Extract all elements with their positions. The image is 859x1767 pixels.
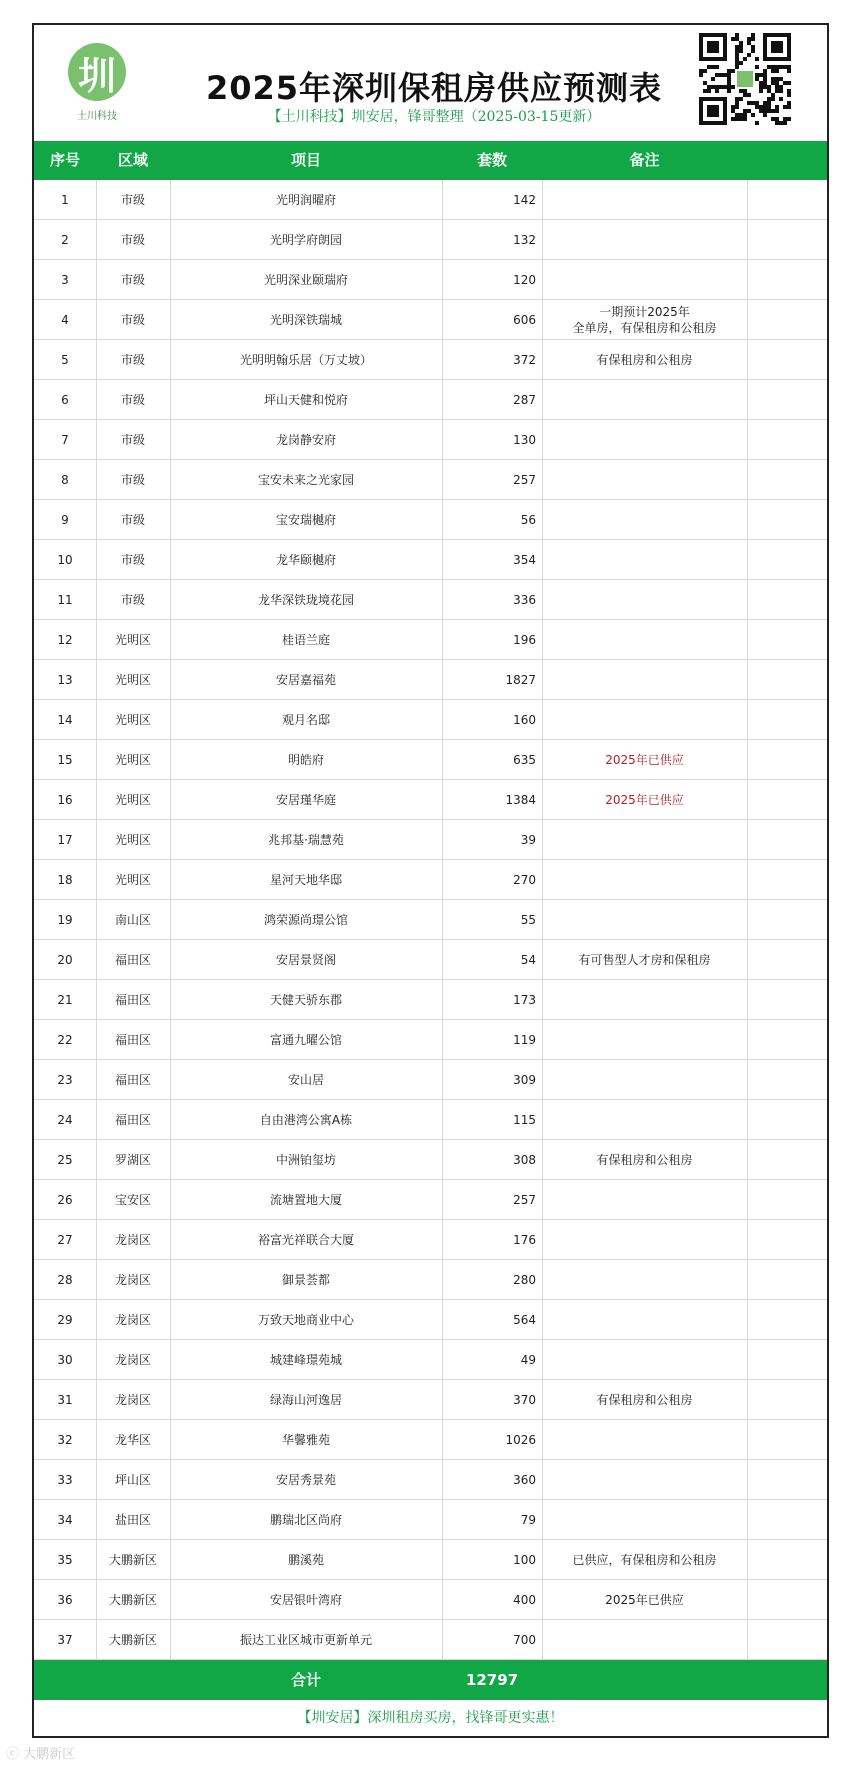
cell-no: 13 [57,672,73,687]
cell-no: 21 [57,992,73,1007]
cell-note [542,1180,747,1219]
cell-area: 市级 [120,472,145,487]
table-row [34,700,827,740]
cell-no: 25 [57,1152,73,1167]
cell-area: 光明区 [114,712,151,727]
cell-area: 坪山区 [114,1472,151,1487]
table-row [34,1580,827,1620]
table-row [34,180,827,220]
cell-note [542,1300,747,1339]
cell-area: 市级 [120,392,145,407]
table-row [34,1060,827,1100]
cell-project: 鹏溪苑 [287,1552,324,1567]
cell-units: 196 [513,632,536,647]
cell-units: 257 [513,1192,536,1207]
cell-project: 流塘置地大厦 [269,1192,342,1207]
cell-note [542,380,747,419]
table-row [34,980,827,1020]
cell-area: 盐田区 [114,1512,151,1527]
cell-note [542,1340,747,1379]
cell-project: 安居嘉福苑 [275,672,336,687]
cell-project: 自由港湾公寓A栋 [259,1112,353,1127]
cell-units: 635 [513,752,536,767]
cell-project: 天健天骄东郡 [269,992,342,1007]
cell-project: 御景荟都 [281,1272,330,1287]
cell-area: 龙岗区 [114,1272,151,1287]
cell-no: 33 [57,1472,73,1487]
cell-area: 福田区 [114,1112,151,1127]
cell-no: 4 [61,312,69,327]
cell-note [542,220,747,259]
cell-units: 606 [513,312,536,327]
cell-area: 市级 [120,512,145,527]
logo-mark: 圳 [68,43,126,101]
cell-units: 142 [513,192,536,207]
table-row [34,500,827,540]
cell-area: 光明区 [114,792,151,807]
cell-units: 309 [513,1072,536,1087]
cell-note [542,1220,747,1259]
cell-project: 观月名邸 [281,712,330,727]
grid-line [442,180,443,1660]
cell-note [542,980,747,1019]
cell-no: 23 [57,1072,73,1087]
table-row [34,540,827,580]
cell-units: 370 [513,1392,536,1407]
grid-line [747,180,748,1660]
cell-note: 2025年已供应 [605,792,684,807]
cell-units: 119 [513,1032,536,1047]
cell-note: 有可售型人才房和保租房 [578,952,711,967]
cell-area: 福田区 [114,952,151,967]
cell-note [542,620,747,659]
cell-project: 宝安瑞樾府 [275,512,336,527]
cell-project: 光明明翰乐居（万丈坡） [239,352,372,367]
cell-note [542,460,747,499]
table-row [34,1300,827,1340]
logo-brand: 土川科技 [77,111,117,122]
cell-note: 2025年已供应 [605,752,684,767]
cell-note: 有保租房和公租房 [596,1152,693,1167]
cell-units: 1026 [505,1432,536,1447]
cell-area: 市级 [120,272,145,287]
cell-project: 安居瑾华庭 [275,792,336,807]
cell-note [542,1420,747,1459]
table-row [34,900,827,940]
cell-area: 福田区 [114,1032,151,1047]
cell-no: 3 [61,272,69,287]
cell-area: 大鹏新区 [108,1632,157,1647]
cell-note: 有保租房和公租房 [596,352,693,367]
cell-no: 28 [57,1272,73,1287]
table-row [34,300,827,340]
cell-note [542,1460,747,1499]
cell-units: 270 [513,872,536,887]
cell-no: 18 [57,872,73,887]
footer-slogan: 【圳安居】深圳租房买房，找锋哥更实惠！ [297,1710,564,1726]
cell-area: 南山区 [114,912,151,927]
cell-no: 2 [61,232,69,247]
cell-project: 中洲铂玺坊 [275,1152,336,1167]
col-header-no: 序号 [49,151,80,169]
cell-project: 鹏瑞北区尚府 [269,1512,342,1527]
table-header [34,141,827,180]
cell-note [542,1020,747,1059]
cell-project: 鸿荣源尚璟公馆 [263,912,348,927]
table-row [34,420,827,460]
table-row [34,1140,827,1180]
cell-no: 10 [57,552,73,567]
table-row [34,1500,827,1540]
cell-units: 360 [513,1472,536,1487]
col-header-project: 项目 [290,151,321,169]
cell-area: 市级 [120,352,145,367]
cell-no: 30 [57,1352,73,1367]
table-row [34,1180,827,1220]
cell-area: 福田区 [114,1072,151,1087]
table-row [34,1460,827,1500]
cell-project: 光明深铁瑞城 [269,312,342,327]
cell-note [542,1500,747,1539]
cell-units: 173 [513,992,536,1007]
cell-note: 一期预计2025年 全单房，有保租房和公租房 [572,304,717,335]
cell-no: 14 [57,712,73,727]
watermark [6,1743,75,1762]
page-subtitle: 【土川科技】圳安居，锋哥整理（2025-03-15更新） [267,109,601,125]
cell-project: 宝安未来之光家园 [257,472,354,487]
cell-area: 光明区 [114,672,151,687]
cell-no: 12 [57,632,73,647]
cell-project: 绿海山河逸居 [269,1392,342,1407]
cell-units: 176 [513,1232,536,1247]
table-row [34,620,827,660]
table-row [34,660,827,700]
cell-no: 5 [61,352,69,367]
table-row [34,1340,827,1380]
col-header-units: 套数 [476,151,507,169]
cell-area: 龙岗区 [114,1312,151,1327]
cell-units: 49 [520,1352,536,1367]
cell-no: 19 [57,912,73,927]
cell-area: 龙华区 [114,1432,151,1447]
cell-no: 29 [57,1312,73,1327]
cell-project: 安山居 [287,1072,324,1087]
cell-project: 坪山天健和悦府 [263,392,348,407]
table-row [34,780,827,820]
cell-note [542,580,747,619]
table-row [34,460,827,500]
cell-project: 城建峰璟苑城 [269,1352,342,1367]
watermark-text: 大鹏新区 [23,1747,76,1762]
cell-project: 万致天地商业中心 [257,1312,354,1327]
cell-units: 280 [513,1272,536,1287]
cell-area: 光明区 [114,752,151,767]
cell-area: 市级 [120,592,145,607]
cell-project: 星河天地华邸 [269,872,342,887]
cell-no: 31 [57,1392,73,1407]
cell-units: 564 [513,1312,536,1327]
cell-project: 富通九曜公馆 [269,1032,342,1047]
cell-project: 安居景贤阁 [275,952,336,967]
cell-no: 15 [57,752,73,767]
cell-project: 光明学府朗园 [269,232,342,247]
cell-project: 龙岗静安府 [275,432,336,447]
cell-no: 9 [61,512,69,527]
cell-note [542,1060,747,1099]
col-header-area: 区域 [117,151,148,169]
cell-units: 160 [513,712,536,727]
table-row [34,1100,827,1140]
cell-project: 明皓府 [287,752,324,767]
cell-area: 市级 [120,192,145,207]
total-label: 合计 [290,1671,321,1689]
cell-note [542,860,747,899]
cell-project: 桂语兰庭 [281,632,330,647]
cell-units: 372 [513,352,536,367]
cell-units: 400 [513,1592,536,1607]
cell-units: 1827 [505,672,536,687]
cell-no: 6 [61,392,69,407]
cell-note [542,500,747,539]
forecast-sheet [32,23,829,1738]
table-row [34,1260,827,1300]
cell-no: 37 [57,1632,73,1647]
cell-no: 7 [61,432,69,447]
cell-note: 有保租房和公租房 [596,1392,693,1407]
cell-units: 132 [513,232,536,247]
cell-area: 福田区 [114,992,151,1007]
cell-units: 55 [520,912,536,927]
cell-note [542,1620,747,1659]
watermark-icon: ⓒ [6,1747,20,1762]
cell-no: 16 [57,792,73,807]
cell-units: 115 [513,1112,536,1127]
cell-area: 龙岗区 [114,1232,151,1247]
table-row [34,860,827,900]
cell-area: 罗湖区 [114,1152,151,1167]
cell-no: 8 [61,472,69,487]
cell-note [542,420,747,459]
cell-no: 32 [57,1432,73,1447]
cell-note [542,820,747,859]
cell-note: 已供应，有保租房和公租房 [572,1552,717,1567]
cell-project: 龙华深铁珑境花园 [257,592,354,607]
cell-units: 257 [513,472,536,487]
cell-project: 安居秀景苑 [275,1472,336,1487]
cell-project: 兆邦基·瑞慧苑 [268,832,344,847]
cell-units: 100 [513,1552,536,1567]
cell-no: 22 [57,1032,73,1047]
cell-note: 2025年已供应 [605,1592,684,1607]
table-row [34,820,827,860]
cell-units: 354 [513,552,536,567]
cell-project: 裕富光祥联合大厦 [257,1232,354,1247]
cell-note [542,180,747,219]
cell-area: 市级 [120,232,145,247]
total-row [34,1660,827,1700]
table-row [34,340,827,380]
cell-units: 1384 [505,792,536,807]
cell-area: 龙岗区 [114,1392,151,1407]
cell-area: 大鹏新区 [108,1552,157,1567]
cell-no: 17 [57,832,73,847]
cell-area: 大鹏新区 [108,1592,157,1607]
cell-project: 光明润曜府 [275,192,336,207]
cell-no: 34 [57,1512,73,1527]
cell-units: 130 [513,432,536,447]
cell-no: 11 [57,592,73,607]
table-row [34,260,827,300]
cell-area: 市级 [120,432,145,447]
table-row [34,1620,827,1660]
table-row [34,1420,827,1460]
cell-no: 24 [57,1112,73,1127]
cell-note [542,540,747,579]
table-row [34,940,827,980]
cell-units: 56 [520,512,536,527]
cell-units: 120 [513,272,536,287]
cell-project: 光明深业颐瑞府 [263,272,348,287]
cell-no: 36 [57,1592,73,1607]
cell-no: 26 [57,1192,73,1207]
table-row [34,580,827,620]
grid-line [170,180,171,1660]
cell-note [542,700,747,739]
table-row [34,1020,827,1060]
sheet-header [34,25,827,141]
cell-note [542,660,747,699]
table-row [34,1540,827,1580]
cell-note [542,1100,747,1139]
cell-no: 27 [57,1232,73,1247]
cell-no: 1 [61,192,69,207]
cell-area: 光明区 [114,632,151,647]
qr-code-icon [699,33,791,125]
cell-units: 39 [520,832,536,847]
cell-no: 20 [57,952,73,967]
cell-project: 安居银叶湾府 [269,1592,342,1607]
cell-note [542,900,747,939]
cell-area: 龙岗区 [114,1352,151,1367]
cell-units: 336 [513,592,536,607]
table-row [34,740,827,780]
cell-area: 市级 [120,552,145,567]
cell-note [542,260,747,299]
cell-area: 市级 [120,312,145,327]
cell-note [542,1260,747,1299]
col-header-note: 备注 [629,151,660,169]
cell-units: 700 [513,1632,536,1647]
cell-no: 35 [57,1552,73,1567]
cell-units: 79 [520,1512,536,1527]
cell-project: 华馨雅苑 [281,1432,330,1447]
cell-area: 宝安区 [114,1192,151,1207]
cell-area: 光明区 [114,872,151,887]
table-row [34,1380,827,1420]
cell-units: 287 [513,392,536,407]
table-row [34,380,827,420]
cell-area: 光明区 [114,832,151,847]
cell-units: 308 [513,1152,536,1167]
page-title: 2025年深圳保租房供应预测表 [205,69,663,107]
table-row [34,1220,827,1260]
total-units: 12797 [465,1671,519,1689]
cell-project: 振达工业区城市更新单元 [239,1632,372,1647]
table-row [34,220,827,260]
cell-units: 54 [520,952,536,967]
grid-line [96,180,97,1660]
grid-line [542,180,543,1660]
cell-project: 龙华颐樾府 [275,552,336,567]
logo [60,43,140,143]
